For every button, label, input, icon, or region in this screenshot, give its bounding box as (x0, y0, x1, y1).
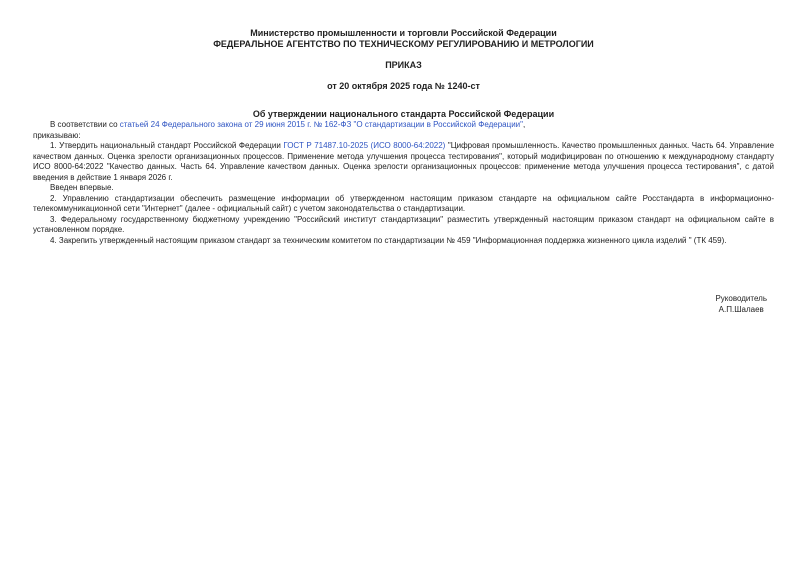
signer-title: Руководитель (715, 294, 767, 303)
agency-line: ФЕДЕРАЛЬНОЕ АГЕНТСТВО ПО ТЕХНИЧЕСКОМУ РЕГУЛИРОВАНИЮ И МЕТРОЛОГИИ (213, 39, 594, 49)
introduced-first-time-note: Введен впервые. (50, 183, 114, 192)
signature-block (715, 294, 767, 315)
item1-text-suffix: "Цифровая промышленность. Качество промышленных данных. Часть 64. Управление качеством данных. Оценка зрелости организационных процессов. Применение метода улучшения процесса тестирования", который модифицирован по отношению к международному стандарту ИСО 8000-64:2022 "Качество данных. Часть 64. Управление качеством данных. Оценка зрелости организационных процессов: применение метода улучшения процесса тестирования", с датой введения в действие 1 января 2026 г. (33, 141, 775, 182)
order-item-1 (33, 141, 774, 183)
order-word: приказываю: (33, 130, 81, 140)
document-header (33, 28, 774, 120)
document-body (33, 120, 774, 246)
gost-standard-link[interactable]: ГОСТ Р 71487.10-2025 (ИСО 8000-64:2022) (283, 141, 446, 150)
order-item-2: 2. Управлению стандартизации обеспечить размещение информации об утвержденном настоящим приказом стандарте на официальном сайте Росстандарта в информационно-телекоммуникационной сети "Интернет" (далее - официальный сайт) с учетом законодательства о стандартизации. (33, 193, 774, 213)
intro-text-prefix: В соответствии со (50, 120, 120, 129)
document-date-number: от 20 октября 2025 года № 1240-ст (327, 81, 480, 91)
intro-text-suffix: , (522, 120, 526, 129)
federal-law-link[interactable]: статьей 24 Федерального закона от 29 июня 2015 г. № 162-ФЗ "О стандартизации в Российской Федерации" (119, 120, 523, 129)
order-item-4: 4. Закрепить утвержденный настоящим приказом стандарт за техническим комитетом по стандартизации № 459 "Информационная поддержка жизненного цикла изделий " (ТК 459). (50, 235, 727, 245)
document-type: ПРИКАЗ (385, 60, 422, 70)
signer-name: А.П.Шалаев (718, 304, 764, 314)
order-item-3: 3. Федеральному государственному бюджетному учреждению "Российский институт стандартизации" разместить утвержденный настоящим приказом стандарт на официальном сайте в установленном порядке. (33, 214, 774, 234)
intro-paragraph (33, 120, 774, 131)
item1-text-prefix: 1. Утвердить национальный стандарт Российской Федерации (50, 141, 284, 150)
ministry-line: Министерство промышленности и торговли Российской Федерации (250, 28, 557, 38)
document-subject: Об утверждении национального стандарта Российской Федерации (252, 109, 555, 119)
